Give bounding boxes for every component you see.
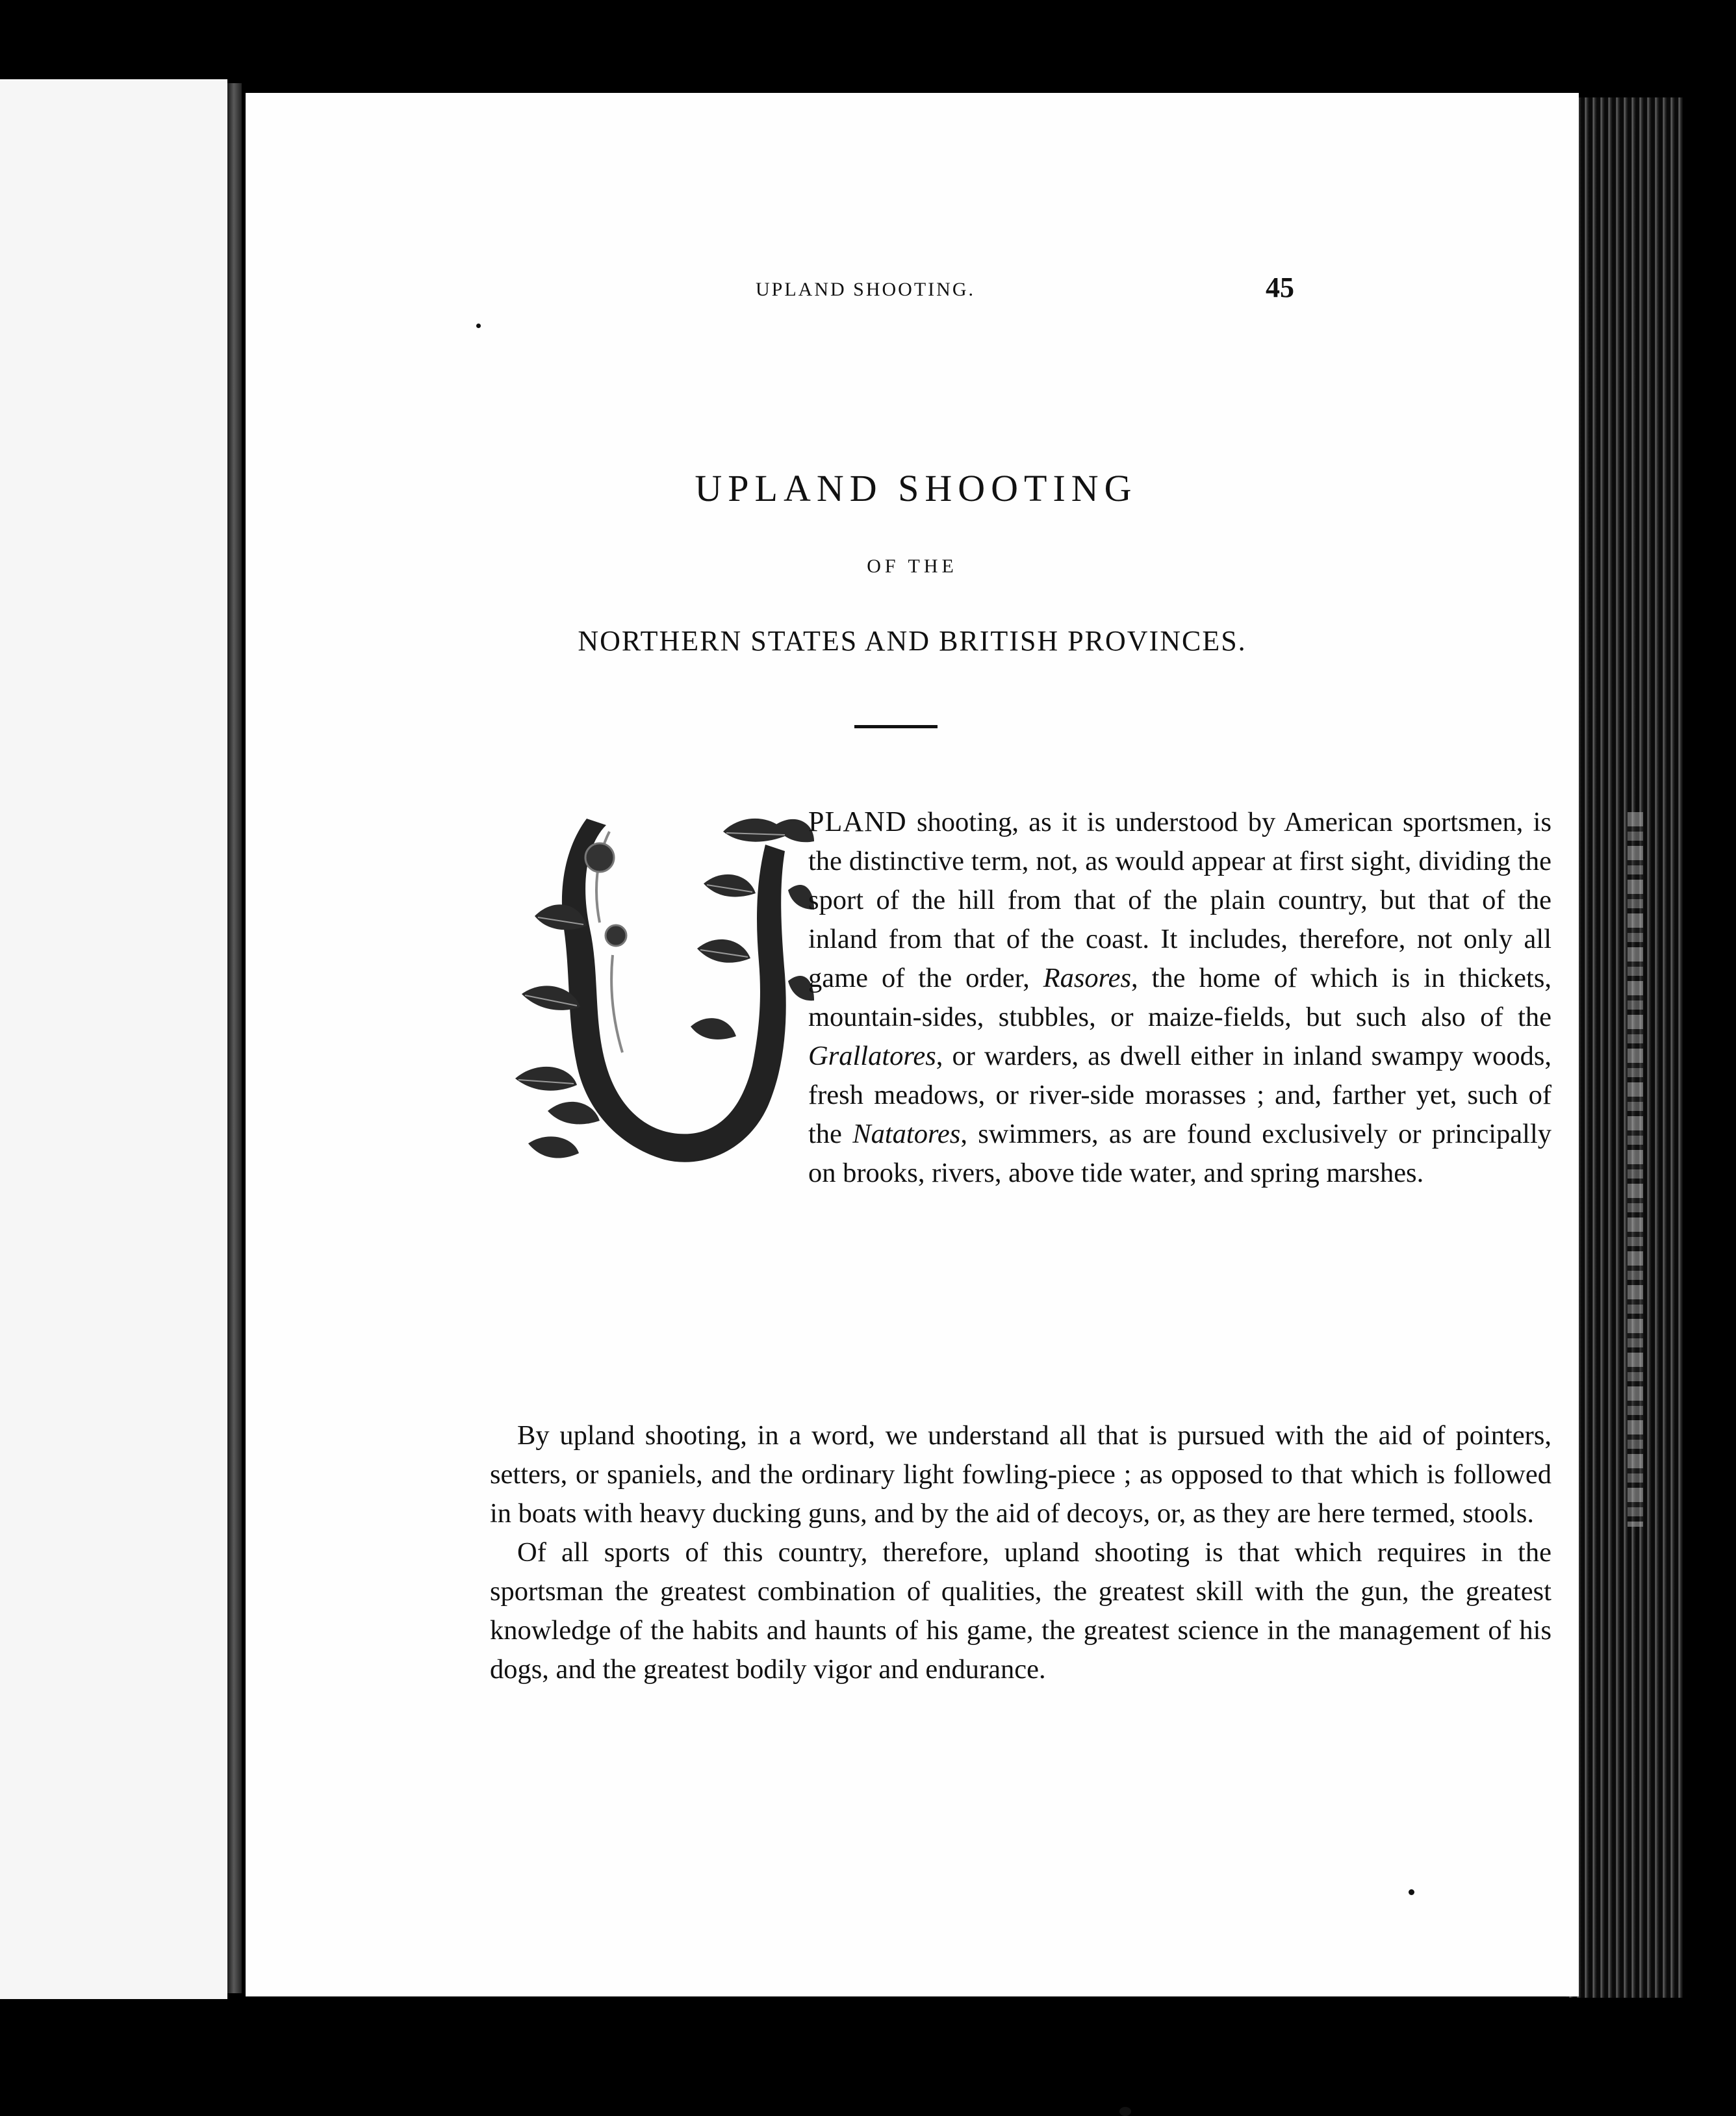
book-page: [246, 93, 1579, 1996]
p1-text-b: , the home of which is in thickets, mountain-sides, stubbles, or maize-fields, but such also of the: [808, 963, 1551, 1032]
print-speck: [1119, 2107, 1131, 2116]
paragraph-1: [490, 802, 1551, 1193]
running-title: UPLAND SHOOTING.: [756, 279, 975, 300]
p1-text-a: shooting, as it is understood by American sportsmen, is the distinctive term, not, as would appear at first sight, dividing the sport of the hill from that of the plain country, but that of the inland from that of the coast. It includes, therefore, not only all game of the order,: [808, 807, 1551, 993]
p1-text-d: , swimmers, as are found exclusively or principally on brooks, rivers, above tide water, and spring marshes.: [808, 1119, 1552, 1188]
title-rule: [854, 725, 938, 728]
dropcap-lead-word: PLAND: [808, 806, 907, 837]
book-gutter: [227, 83, 242, 1993]
print-speck: [1409, 1889, 1414, 1895]
chapter-connector: OF THE: [867, 555, 958, 577]
print-speck: [476, 324, 481, 328]
chapter-title: UPLAND SHOOTING: [695, 467, 1138, 509]
left-facing-page: [0, 79, 227, 1999]
p1-italic-natatores: Natatores: [852, 1119, 961, 1149]
p1-italic-rasores: Rasores: [1043, 963, 1132, 993]
edge-shading: [1628, 812, 1643, 1527]
p1-text-c: , or warders, as dwell either in inland swampy woods, fresh meadows, or river-side morasses ; and, farther yet, such of the: [808, 1041, 1551, 1149]
paragraph-3: Of all sports of this country, therefore, upland shooting is that which requires in the sportsman the greatest combination of qualities, the greatest skill with the gun, the greatest knowledge of the habits and haunts of his game, the greatest science in the management of his dogs, and the greatest bodily vigor and endurance.: [490, 1537, 1551, 1685]
paragraph-2: By upland shooting, in a word, we understand all that is pursued with the aid of pointers, setters, or spaniels, and the ordinary light fowling-piece ; as opposed to that which is followed in boats with heavy ducking guns, and by the aid of decoys, or, as they are here termed, stools.: [490, 1420, 1551, 1529]
p1-italic-grallatores: Grallatores: [808, 1041, 936, 1071]
chapter-subtitle: NORTHERN STATES AND BRITISH PROVINCES.: [578, 625, 1247, 657]
page-edges: [1566, 97, 1683, 1998]
dropcap-space: [490, 802, 808, 1192]
running-head: [246, 274, 1579, 312]
later-paragraphs: [490, 1416, 1551, 1689]
page-number: 45: [1266, 272, 1294, 303]
